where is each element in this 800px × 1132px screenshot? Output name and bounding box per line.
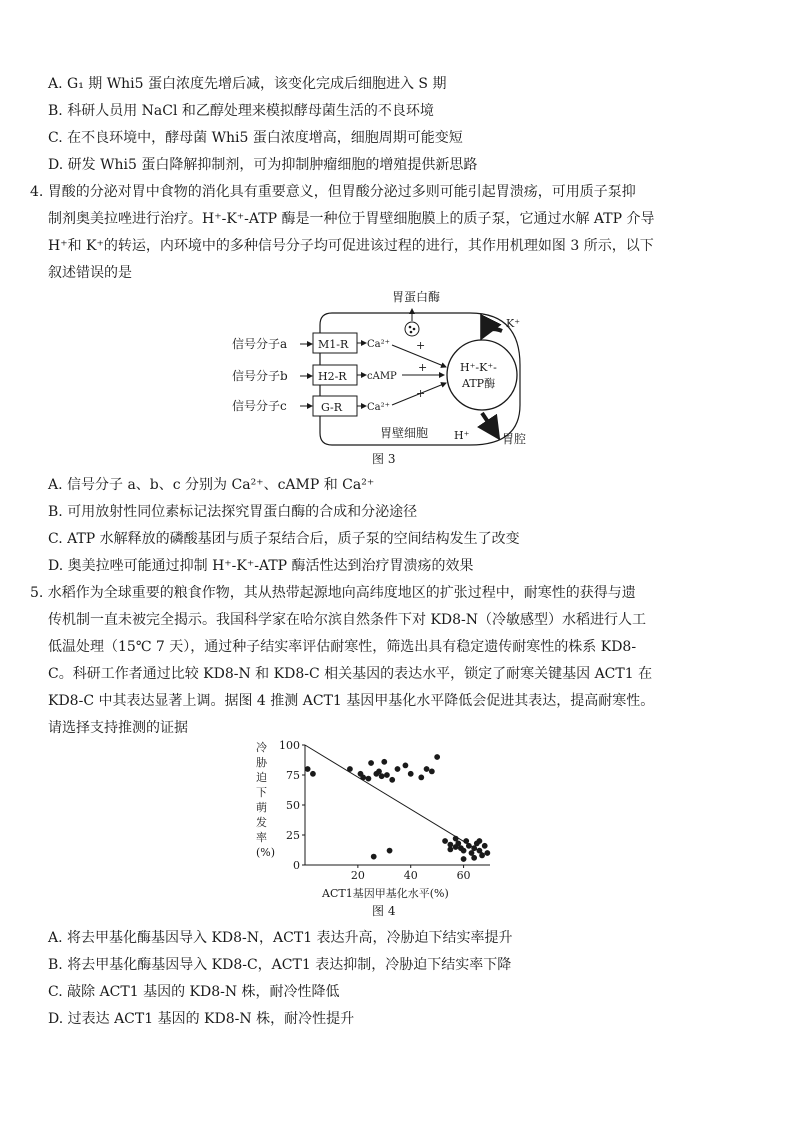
q4-option-b: B. 可用放射性同位素标记法探究胃蛋白酶的合成和分泌途径: [48, 504, 418, 520]
signal-c-label: 信号分子c: [232, 399, 287, 413]
plus-sign-3: +: [416, 387, 426, 400]
q5-option-c: C. 敲除 ACT1 基因的 KD8-N 株，耐冷性降低: [48, 984, 340, 1000]
y-axis-label-char: 率: [256, 831, 267, 844]
messenger-ca-1: Ca²⁺: [367, 339, 390, 350]
scatter-point: [461, 856, 466, 861]
q4-option-c: C. ATP 水解释放的磷酸基团与质子泵结合后，质子泵的空间结构发生了改变: [48, 531, 520, 547]
cell-label: 胃壁细胞: [380, 426, 429, 440]
lumen-label: 胃腔: [502, 432, 527, 446]
scatter-point: [384, 772, 389, 777]
scatter-point: [379, 774, 384, 779]
y-axis-label-char: 冷: [256, 741, 267, 754]
receptor-h2r-label: H2-R: [318, 370, 347, 383]
k-ion-label: K⁺: [506, 317, 521, 330]
q4-stem-line-3: H⁺和 K⁺的转运，内环境中的多种信号分子均可促进该过程的进行，其作用机理如图 3 所示，以下: [48, 238, 654, 254]
x-tick-label: 40: [403, 869, 418, 882]
q3-option-a: A. G₁ 期 Whi5 蛋白浓度先增后减，该变化完成后细胞进入 S 期: [48, 76, 447, 92]
scatter-point: [419, 775, 424, 780]
scatter-point: [366, 776, 371, 781]
plus-sign-1: +: [416, 339, 426, 352]
signal-a-label: 信号分子a: [232, 337, 288, 351]
signal-b-label: 信号分子b: [232, 369, 288, 383]
scatter-point: [305, 766, 310, 771]
scatter-point: [461, 848, 466, 853]
scatter-point: [403, 763, 408, 768]
scatter-point: [485, 850, 490, 855]
scatter-point: [376, 769, 381, 774]
y-tick-label: 50: [286, 799, 300, 812]
q5-option-b: B. 将去甲基化酶基因导入 KD8-C，ACT1 表达抑制，冷胁迫下结实率下降: [48, 957, 512, 973]
scatter-point: [442, 838, 447, 843]
q5-stem-line-1: 5. 水稻作为全球重要的粮食作物，其从热带起源地向高纬度地区的扩张过程中，耐寒性的获得与遗: [30, 585, 636, 601]
scatter-point: [429, 769, 434, 774]
receptor-m1r-label: M1-R: [318, 338, 349, 351]
y-axis-label-char: 下: [256, 786, 267, 799]
y-axis-label-char: 发: [256, 816, 267, 829]
q5-option-d: D. 过表达 ACT1 基因的 KD8-N 株，耐冷性提升: [48, 1011, 355, 1027]
y-tick-label: 25: [286, 829, 300, 842]
x-tick-label: 60: [456, 869, 471, 882]
scatter-point: [424, 766, 429, 771]
scatter-point: [387, 848, 392, 853]
q4-stem-line-4: 叙述错误的是: [48, 265, 132, 281]
q5-stem-line-6: 请选择支持推测的证据: [48, 720, 188, 736]
q5-stem-line-3: 低温处理（15℃ 7 天），通过种子结实率评估耐寒性，筛选出具有稳定遗传耐寒性的株系 KD8-: [48, 639, 637, 655]
k-ion-arrow-icon: [482, 329, 502, 337]
proton-pump-circle: [447, 340, 517, 410]
scatter-point: [435, 754, 440, 759]
q5-stem-line-4: C。科研工作者通过比较 KD8-N 和 KD8-C 相关基因的表达水平，锁定了耐寒关键基因 ACT1 在: [48, 666, 653, 682]
y-tick-label: 75: [286, 769, 300, 782]
q3-option-d: D. 研发 Whi5 蛋白降解抑制剂，可为抑制肿瘤细胞的增殖提供新思路: [48, 157, 478, 173]
pump-label-line1: H⁺-K⁺-: [460, 361, 497, 374]
scatter-point: [371, 854, 376, 859]
q3-option-b: B. 科研人员用 NaCl 和乙醇处理来模拟酵母菌生活的不良环境: [48, 103, 434, 119]
y-axis-label-char: 迫: [256, 771, 267, 784]
figure-4-caption: 图 4: [372, 904, 396, 918]
h-ion-arrow-icon: [482, 413, 498, 437]
scatter-point: [482, 843, 487, 848]
x-axis-label: ACT1基因甲基化水平(%): [322, 887, 449, 900]
messenger-camp: cAMP: [367, 371, 397, 382]
messenger-ca-2: Ca²⁺: [367, 402, 390, 413]
plus-sign-2: +: [418, 361, 428, 374]
pepsin-label: 胃蛋白酶: [392, 290, 441, 304]
scatter-point: [456, 841, 461, 846]
scatter-point: [469, 850, 474, 855]
y-tick-label: 0: [293, 859, 300, 872]
q3-option-c: C. 在不良环境中，酵母菌 Whi5 蛋白浓度增高，细胞周期可能变短: [48, 130, 463, 146]
x-tick-label: 20: [350, 869, 365, 882]
y-axis-label: [256, 740, 275, 859]
scatter-point: [395, 766, 400, 771]
scatter-point: [390, 777, 395, 782]
scatter-point: [382, 759, 387, 764]
pump-label-line2: ATP酶: [462, 377, 496, 390]
y-axis-label-char: 萌: [256, 801, 267, 814]
q5-stem-line-5: KD8-C 中其表达显著上调。据图 4 推测 ACT1 基因甲基化水平降低会促进其表达，提高耐寒性。: [48, 693, 655, 709]
receptor-gr-label: G-R: [321, 401, 342, 414]
y-tick-label: 100: [279, 739, 300, 752]
scatter-point: [448, 842, 453, 847]
q4-option-a: A. 信号分子 a、b、c 分别为 Ca²⁺、cAMP 和 Ca²⁺: [48, 477, 375, 493]
scatter-point: [408, 771, 413, 776]
pepsin-vesicle-icon: [405, 322, 419, 336]
y-axis-label-char: (%): [256, 846, 276, 859]
figure-4-scatter-chart: [250, 735, 510, 900]
q4-option-d: D. 奥美拉唑可能通过抑制 H⁺-K⁺-ATP 酶活性达到治疗胃溃疡的效果: [48, 558, 474, 574]
q5-stem-line-2: 传机制一直未被完全揭示。我国科学家在哈尔滨自然条件下对 KD8-N（冷敏感型）水稻进行人工: [48, 612, 647, 628]
figure-3-caption: 图 3: [372, 452, 396, 466]
scatter-point: [310, 771, 315, 776]
figure-3-diagram: [220, 285, 540, 465]
scatter-point: [477, 838, 482, 843]
scatter-point: [448, 847, 453, 852]
scatter-point: [368, 760, 373, 765]
q4-stem-line-2: 制剂奥美拉唑进行治疗。H⁺-K⁺-ATP 酶是一种位于胃壁细胞膜上的质子泵，它通过水解 ATP 介导: [48, 211, 655, 227]
y-axis-label-char: 胁: [256, 756, 267, 769]
q5-option-a: A. 将去甲基化酶基因导入 KD8-N，ACT1 表达升高，冷胁迫下结实率提升: [48, 930, 513, 946]
trend-line: [305, 745, 485, 854]
h-ion-label: H⁺: [454, 429, 470, 442]
q4-stem-line-1: 4. 胃酸的分泌对胃中食物的消化具有重要意义，但胃酸分泌过多则可能引起胃溃疡，可用质子泵抑: [30, 184, 636, 200]
scatter-point: [472, 855, 477, 860]
